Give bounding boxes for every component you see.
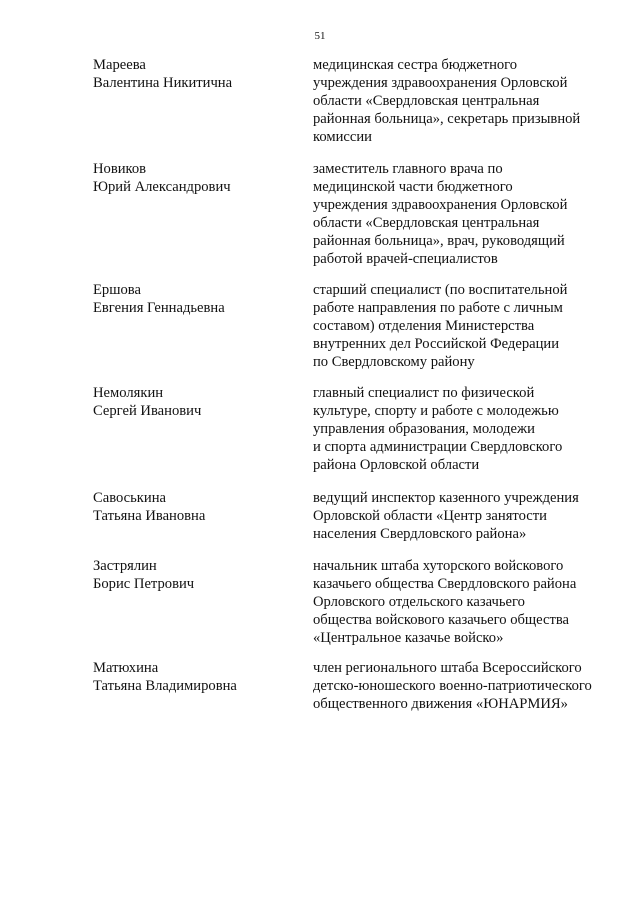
role-line: учреждения здравоохранения Орловской: [313, 197, 568, 213]
member-given-names: Валентина Никитична: [93, 75, 233, 91]
role-line: и спорта администрации Свердловского: [313, 439, 563, 455]
member-given-names: Татьяна Ивановна: [93, 508, 206, 524]
role-line: культуре, спорту и работе с молодежью: [313, 403, 559, 419]
member-surname: Немолякин: [93, 385, 164, 401]
role-line: внутренних дел Российской Федерации: [313, 336, 560, 352]
member-surname: Новиков: [93, 161, 147, 177]
member-name: [93, 56, 293, 92]
page-number: 51: [314, 30, 326, 42]
role-line: по Свердловскому району: [313, 354, 475, 370]
role-line: населения Свердловского района»: [313, 526, 527, 542]
member-given-names: Сергей Иванович: [93, 403, 202, 419]
role-line: «Центральное казачье войско»: [313, 630, 504, 646]
role-line: района Орловской области: [313, 457, 480, 473]
role-line: детско-юношеского военно-патриотического: [313, 678, 592, 694]
role-line: области «Свердловская центральная: [313, 93, 540, 109]
role-line: районная больница», врач, руководящий: [313, 233, 565, 249]
role-line: общественного движения «ЮНАРМИЯ»: [313, 696, 568, 712]
member-role: [313, 659, 613, 713]
member-surname: Матюхина: [93, 660, 159, 676]
role-line: член регионального штаба Всероссийского: [313, 660, 582, 676]
role-line: медицинской части бюджетного: [313, 179, 513, 195]
member-name: [93, 489, 293, 525]
role-line: районная больница», секретарь призывной: [313, 111, 581, 127]
role-line: составом) отделения Министерства: [313, 318, 535, 334]
member-role: [313, 281, 613, 371]
member-name: [93, 659, 293, 695]
role-line: управления образования, молодежи: [313, 421, 535, 437]
role-line: общества войскового казачьего общества: [313, 612, 570, 628]
role-line: области «Свердловская центральная: [313, 215, 540, 231]
member-name: [93, 281, 293, 317]
member-given-names: Евгения Геннадьевна: [93, 300, 225, 316]
member-name: [93, 557, 293, 593]
role-line: Орловского отдельского казачьего: [313, 594, 525, 610]
member-given-names: Татьяна Владимировна: [93, 678, 237, 694]
member-role: [313, 384, 613, 474]
member-surname: Застрялин: [93, 558, 157, 574]
role-line: старший специалист (по воспитательной: [313, 282, 568, 298]
member-given-names: Борис Петрович: [93, 576, 195, 592]
role-line: работе направления по работе с личным: [313, 300, 563, 316]
member-role: [313, 557, 613, 647]
role-line: ведущий инспектор казенного учреждения: [313, 490, 579, 506]
member-name: [93, 384, 293, 420]
member-role: [313, 56, 613, 146]
member-given-names: Юрий Александрович: [93, 179, 231, 195]
role-line: работой врачей-специалистов: [313, 251, 498, 267]
member-surname: Савоськина: [93, 490, 166, 506]
member-name: [93, 160, 293, 196]
role-line: Орловской области «Центр занятости: [313, 508, 547, 524]
role-line: медицинская сестра бюджетного: [313, 57, 518, 73]
member-surname: Ершова: [93, 282, 141, 298]
role-line: начальник штаба хуторского войскового: [313, 558, 564, 574]
role-line: главный специалист по физической: [313, 385, 535, 401]
role-line: комиссии: [313, 129, 372, 145]
role-line: учреждения здравоохранения Орловской: [313, 75, 568, 91]
role-line: казачьего общества Свердловского района: [313, 576, 577, 592]
member-role: [313, 160, 613, 268]
role-line: заместитель главного врача по: [313, 161, 503, 177]
member-role: [313, 489, 613, 543]
member-surname: Мареева: [93, 57, 146, 73]
